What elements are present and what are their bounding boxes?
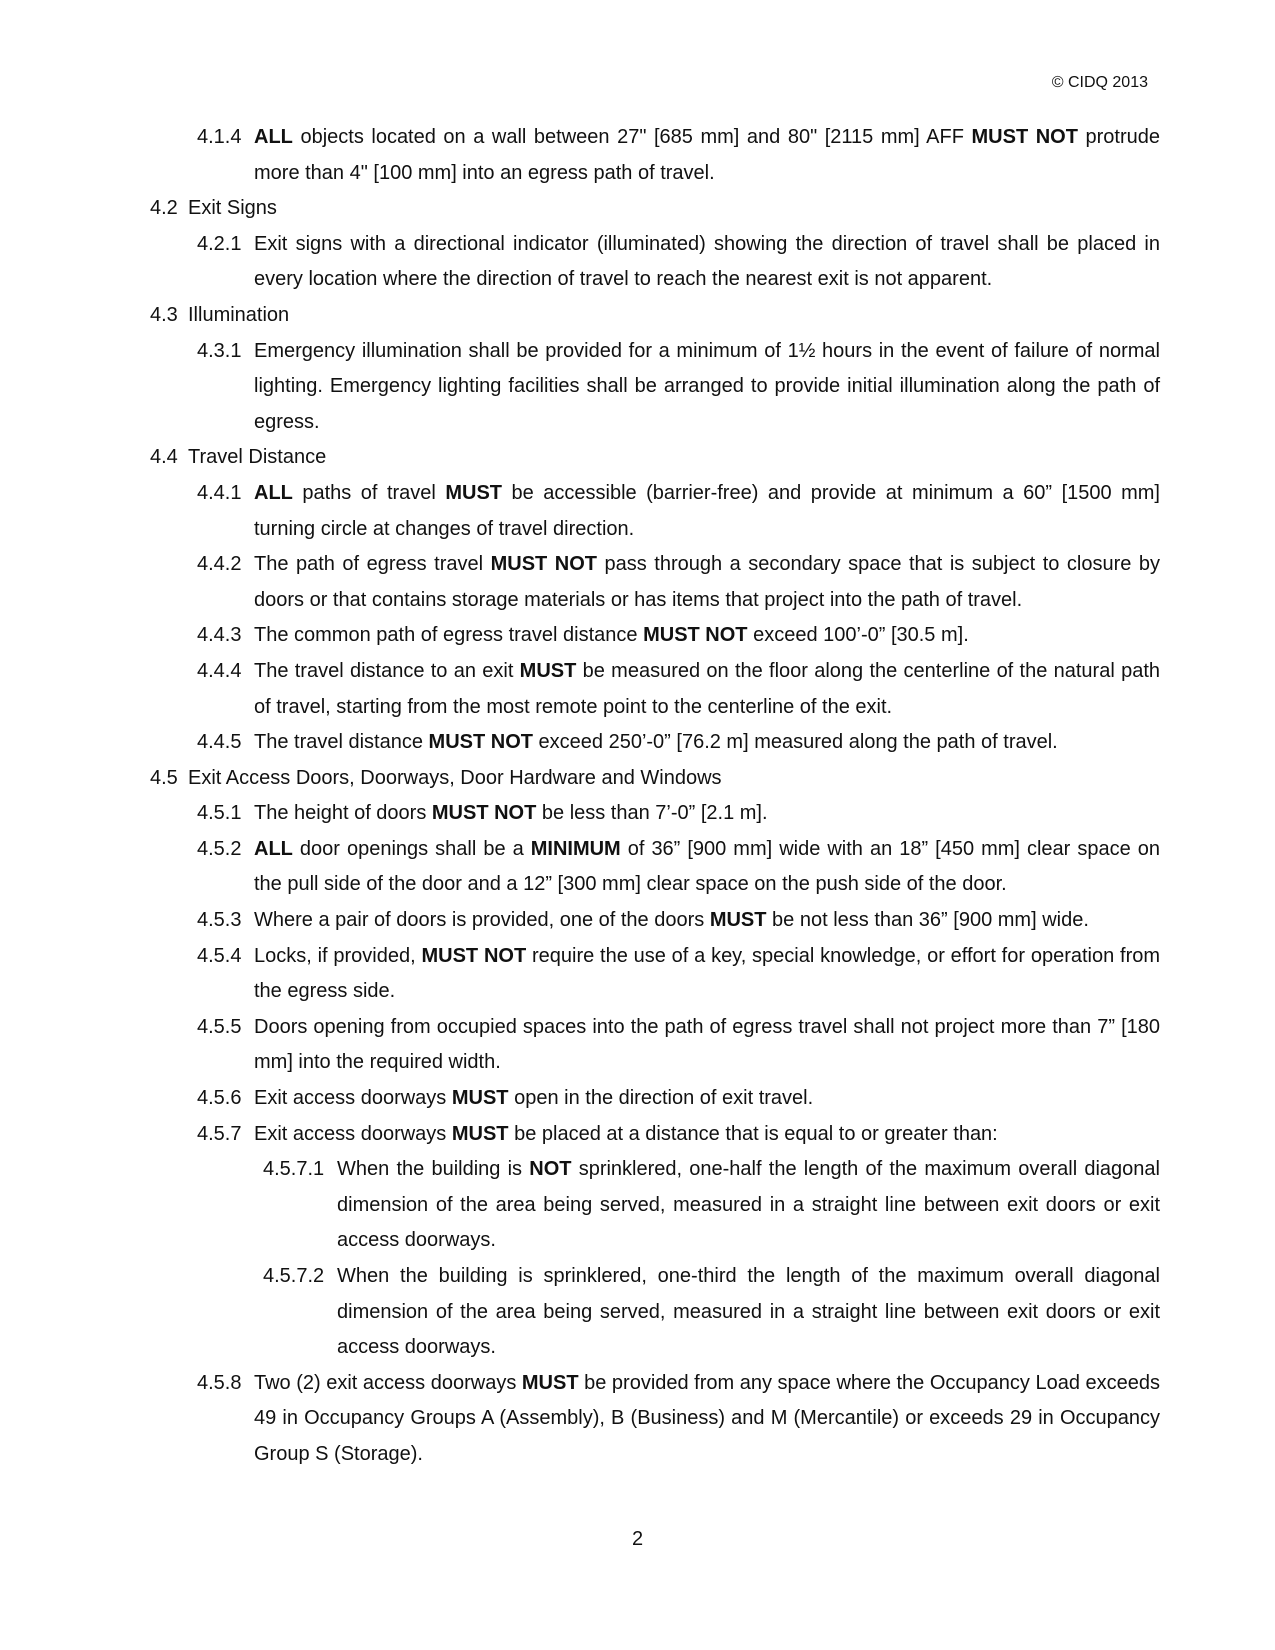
emphasis-text: MUST: [521, 1371, 579, 1394]
clause-number: 4.4.4: [197, 659, 242, 682]
emphasis-text: MUST: [709, 909, 767, 932]
text-run: When the building is: [337, 1158, 530, 1181]
text-run: Emergency illumination shall be provided for a minimum of 1½ hours in the event of failure of normal lighting. Emergency lighting facilities shall be arranged to provide initial illumination along the path of egress.: [254, 339, 1160, 433]
clause: [150, 618, 1160, 654]
clause-text: [254, 731, 1058, 753]
clause: [150, 903, 1160, 939]
text-run: Doors opening from occupied spaces into the path of egress travel shall not project more than 7” [180 mm] into the required width.: [254, 1015, 1160, 1074]
clause: [150, 120, 1160, 191]
clause-text: [188, 446, 326, 468]
clause-number: 4.5.2: [197, 837, 242, 860]
clause-text: [254, 802, 768, 824]
text-run: exceed 250’-0” [76.2 m] measured along the path of travel.: [532, 731, 1058, 754]
text-run: Exit Signs: [188, 197, 277, 220]
clause-number: 4.4.1: [197, 481, 242, 504]
emphasis-text: ALL: [254, 481, 293, 504]
copyright-notice: © CIDQ 2013: [1051, 74, 1148, 91]
text-run: Two (2) exit access doorways: [254, 1371, 522, 1394]
emphasis-text: MINIMUM: [530, 837, 621, 860]
clause-number: 4.5.4: [197, 944, 242, 967]
emphasis-text: MUST NOT: [428, 731, 533, 754]
text-run: sprinklered, one-half the length of the maximum overall diagonal dimension of the area being served, measured in a straight line between exit doors or exit access doorways.: [337, 1158, 1160, 1252]
clause-number: 4.5.6: [197, 1087, 242, 1110]
clause-text: [254, 624, 969, 646]
text-run: paths of travel: [292, 481, 446, 504]
clause-number: 4.5.7: [197, 1122, 242, 1145]
text-run: door openings shall be a: [292, 837, 531, 860]
clause-text: [254, 838, 1160, 896]
clause: [150, 939, 1160, 1010]
text-run: The travel distance to an exit: [254, 659, 520, 682]
clause-number: 4.3.1: [197, 339, 242, 362]
clause: [150, 476, 1160, 547]
emphasis-text: MUST NOT: [643, 624, 748, 647]
emphasis-text: ALL: [254, 126, 293, 148]
emphasis-text: MUST NOT: [421, 944, 527, 967]
document-body: [150, 120, 1160, 1473]
text-run: Where a pair of doors is provided, one of the doors: [254, 909, 710, 932]
clause-text: [254, 553, 1160, 611]
clause-number: 4.1.4: [197, 126, 242, 148]
text-run: be not less than 36” [900 mm] wide.: [766, 909, 1089, 932]
text-run: Exit signs with a directional indicator (illuminated) showing the direction of travel shall be placed in every location where the direction of travel to reach the nearest exit is not apparent.: [254, 232, 1160, 291]
text-run: When the building is sprinklered, one-third the length of the maximum overall diagonal dimension of the area being served, measured in a straight line between exit doors or exit access doorways.: [337, 1265, 1160, 1359]
text-run: be less than 7’-0” [2.1 m].: [536, 802, 768, 825]
emphasis-text: NOT: [529, 1158, 572, 1181]
section-heading: [150, 440, 1160, 476]
text-run: be provided from any space where the Occupancy Load exceeds 49 in Occupancy Groups A (Assembly), B (Business) and M (Mercantile) or exceeds 29 in Occupancy Group S (Storage).: [254, 1371, 1161, 1465]
section-heading: [150, 761, 1160, 797]
sub-clause: [150, 1152, 1160, 1259]
text-run: Exit Access Doors, Doorways, Door Hardware and Windows: [188, 766, 722, 789]
clause-number: 4.5.3: [197, 909, 242, 932]
section-heading: [150, 298, 1160, 334]
emphasis-text: MUST NOT: [971, 126, 1078, 148]
clause-text: [337, 1265, 1160, 1358]
text-run: of 36” [900 mm] wide with an 18” [450 mm] clear space on the pull side of the door and a 12” [300 mm] clear space on the push side of the door.: [254, 837, 1160, 896]
clause-text: [254, 126, 1160, 184]
clause-number: 4.4.5: [197, 731, 242, 754]
clause-number: 4.5.7.1: [263, 1158, 325, 1181]
text-run: require the use of a key, special knowledge, or effort for operation from the egress side.: [254, 944, 1161, 1003]
clause: [150, 1366, 1160, 1473]
clause-text: [254, 1087, 813, 1109]
emphasis-text: MUST: [451, 1087, 509, 1110]
text-run: open in the direction of exit travel.: [508, 1087, 814, 1110]
clause: [150, 1117, 1160, 1153]
clause-number: 4.5.8: [197, 1371, 242, 1394]
clause-text: [254, 909, 1089, 931]
clause: [150, 547, 1160, 618]
emphasis-text: MUST NOT: [431, 802, 537, 825]
text-run: Locks, if provided,: [254, 944, 422, 967]
clause-text: [254, 340, 1160, 433]
text-run: Travel Distance: [188, 446, 327, 469]
emphasis-text: MUST: [519, 659, 577, 682]
clause-text: [254, 1123, 998, 1145]
clause-text: [337, 1158, 1160, 1251]
text-run: Illumination: [188, 303, 290, 326]
emphasis-text: MUST NOT: [490, 553, 598, 576]
clause-text: [254, 660, 1160, 718]
text-run: objects located on a wall between 27" [685 mm] and 80" [2115 mm] AFF: [292, 126, 972, 148]
clause-number: 4.5: [150, 766, 178, 789]
clause-text: [188, 197, 277, 219]
clause: [150, 796, 1160, 832]
clause-number: 4.5.7.2: [263, 1265, 325, 1287]
clause: [150, 1081, 1160, 1117]
emphasis-text: MUST: [451, 1122, 509, 1145]
clause: [150, 725, 1160, 761]
emphasis-text: ALL: [254, 837, 293, 860]
sub-clause: [150, 1259, 1160, 1366]
clause-text: [254, 945, 1160, 1003]
text-run: be measured on the floor along the centerline of the natural path of travel, starting from the most remote point to the centerline of the exit.: [254, 659, 1161, 718]
clause-number: 4.5.5: [197, 1015, 242, 1038]
clause-text: [254, 482, 1160, 540]
clause: [150, 227, 1160, 298]
clause-text: [188, 767, 722, 789]
clause-number: 4.4: [150, 446, 178, 469]
clause-number: 4.4.2: [197, 553, 242, 576]
clause-text: [188, 304, 289, 326]
page-number: 2: [631, 1528, 644, 1550]
text-run: The common path of egress travel distance: [254, 624, 644, 647]
clause: [150, 1010, 1160, 1081]
text-run: pass through a secondary space that is subject to closure by doors or that contains storage materials or has items that project into the path of travel.: [254, 553, 1161, 611]
text-run: The travel distance: [254, 731, 429, 754]
text-run: Exit access doorways: [254, 1122, 452, 1145]
section-heading: [150, 191, 1160, 227]
text-run: be placed at a distance that is equal to or greater than:: [508, 1122, 998, 1145]
text-run: Exit access doorways: [254, 1087, 452, 1110]
text-run: be accessible (barrier-free) and provide at minimum a 60” [1500 mm] turning circle at changes of travel direction.: [254, 481, 1160, 540]
emphasis-text: MUST: [445, 481, 503, 504]
clause-number: 4.2: [150, 197, 178, 220]
clause: [150, 334, 1160, 441]
clause-text: [254, 1016, 1160, 1074]
clause-number: 4.2.1: [197, 232, 242, 255]
clause: [150, 832, 1160, 903]
clause-text: [254, 1372, 1160, 1465]
text-run: protrude more than 4" [100 mm] into an egress path of travel.: [254, 126, 1160, 184]
text-run: exceed 100’-0” [30.5 m].: [747, 624, 969, 647]
clause-number: 4.3: [150, 303, 178, 326]
text-run: The height of doors: [254, 802, 432, 825]
text-run: The path of egress travel: [254, 553, 491, 576]
clause-number: 4.4.3: [197, 624, 242, 647]
clause: [150, 654, 1160, 725]
clause-number: 4.5.1: [197, 802, 242, 825]
clause-text: [254, 233, 1160, 291]
